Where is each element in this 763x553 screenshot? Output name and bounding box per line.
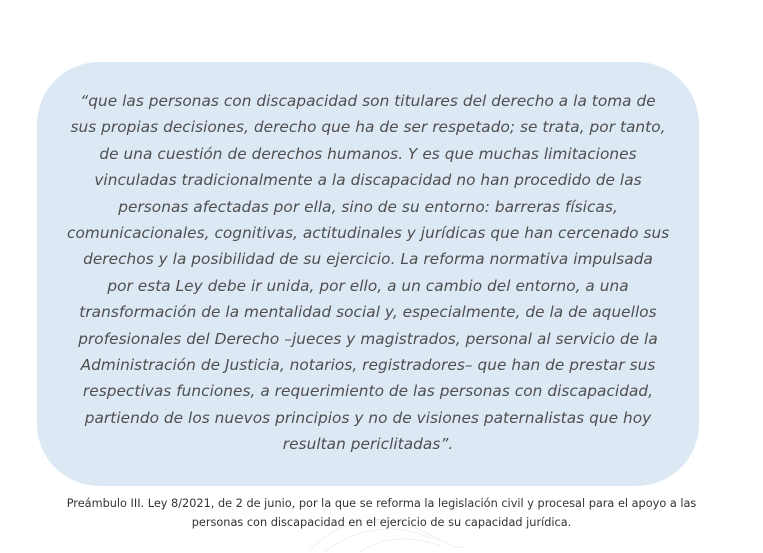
quote-line: sus propias decisiones, derecho que ha de ser respetado; se trata, por tanto, (70, 118, 666, 137)
quote-line: Administración de Justicia, notarios, registradores– que han de prestar sus (80, 356, 656, 375)
quote-line: por esta Ley debe ir unida, por ello, a un cambio del entorno, a una (107, 276, 629, 295)
quote-line: personas afectadas por ella, sino de su entorno: barreras físicas, (118, 197, 618, 216)
quote-text (67, 88, 669, 458)
quote-line: resultan periclitadas”. (282, 435, 454, 454)
quote-line: profesionales del Derecho –jueces y magistrados, personal al servicio de la (78, 329, 658, 348)
quote-box (37, 62, 699, 486)
quote-line: de una cuestión de derechos humanos. Y es que muchas limitaciones (99, 144, 637, 163)
quote-line: derechos y la posibilidad de su ejercicio. La reforma normativa impulsada (83, 250, 653, 269)
quote-line: partiendo de los nuevos principios y no de visiones paternalistas que hoy (84, 408, 652, 427)
quote-line: respectivas funciones, a requerimiento de las personas con discapacidad, (82, 382, 654, 401)
quote-line: transformación de la mentalidad social y, especialmente, de la de aquellos (79, 303, 657, 322)
quote-line: comunicacionales, cognitivas, actitudinales y jurídicas que han cercenado sus (67, 224, 670, 243)
caption-line: Preámbulo III. Ley 8/2021, de 2 de junio, por la que se reforma la legislación civil y procesal para el apoyo a las (66, 497, 697, 510)
caption-line: personas con discapacidad en el ejercicio de su capacidad jurídica. (191, 516, 572, 529)
quote-line: vinculadas tradicionalmente a la discapacidad no han procedido de las (94, 171, 642, 190)
quote-line: “que las personas con discapacidad son titulares del derecho a la toma de (80, 92, 656, 110)
caption (0, 494, 763, 532)
